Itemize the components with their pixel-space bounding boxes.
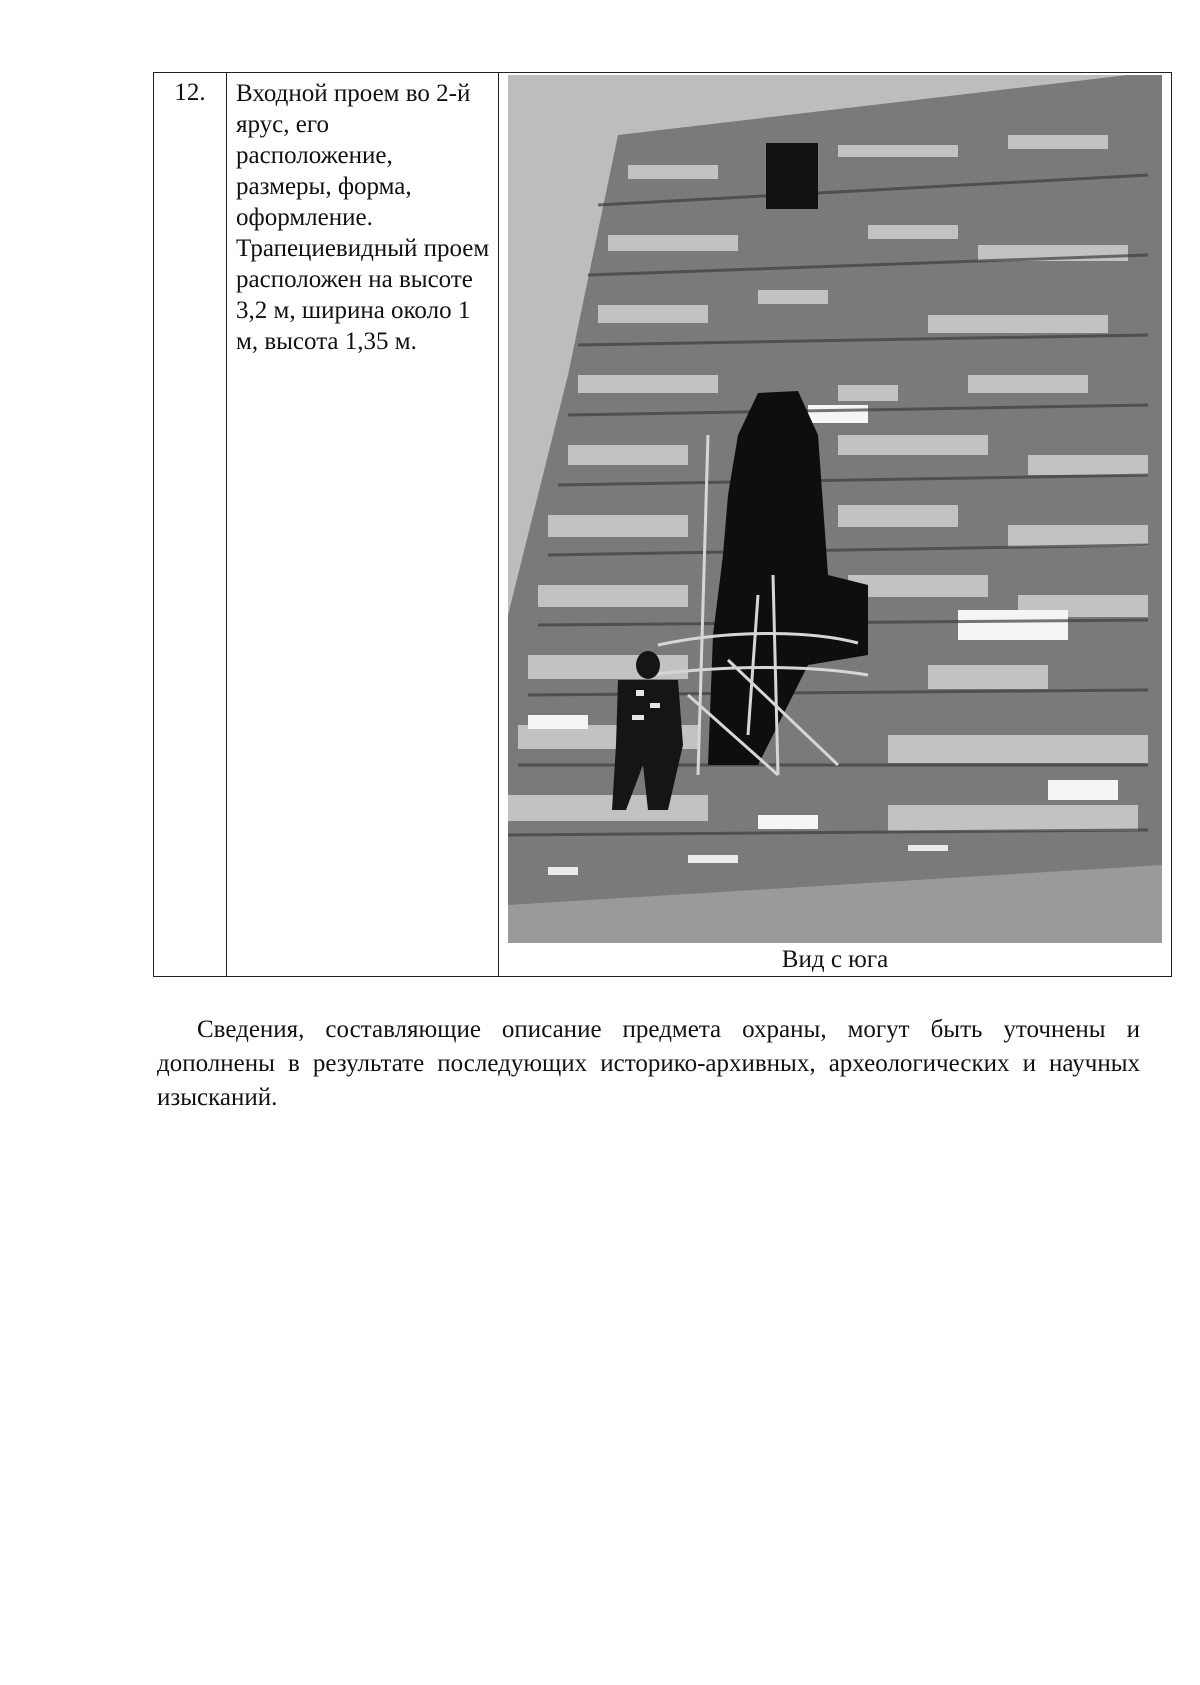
row-description: Входной проем во 2-й ярус, его расположение, размеры, форма, оформление. Трапециевидный проем расположен на высоте 3,2 м, ширина около 1 м, высота 1,35 м.: [227, 73, 499, 977]
photo-caption: Вид с юга: [781, 946, 889, 973]
row-number: 12.: [154, 73, 227, 977]
note-paragraph: Сведения, составляющие описание предмета охраны, могут быть уточнены и дополнены в результате последующих историко-архивных, археологических и научных изысканий.: [157, 1016, 1140, 1111]
tower-entrance-photo: [508, 75, 1162, 943]
table-row: [154, 73, 1172, 977]
protection-subject-table: [153, 72, 1172, 977]
photo-cell: [499, 73, 1172, 977]
